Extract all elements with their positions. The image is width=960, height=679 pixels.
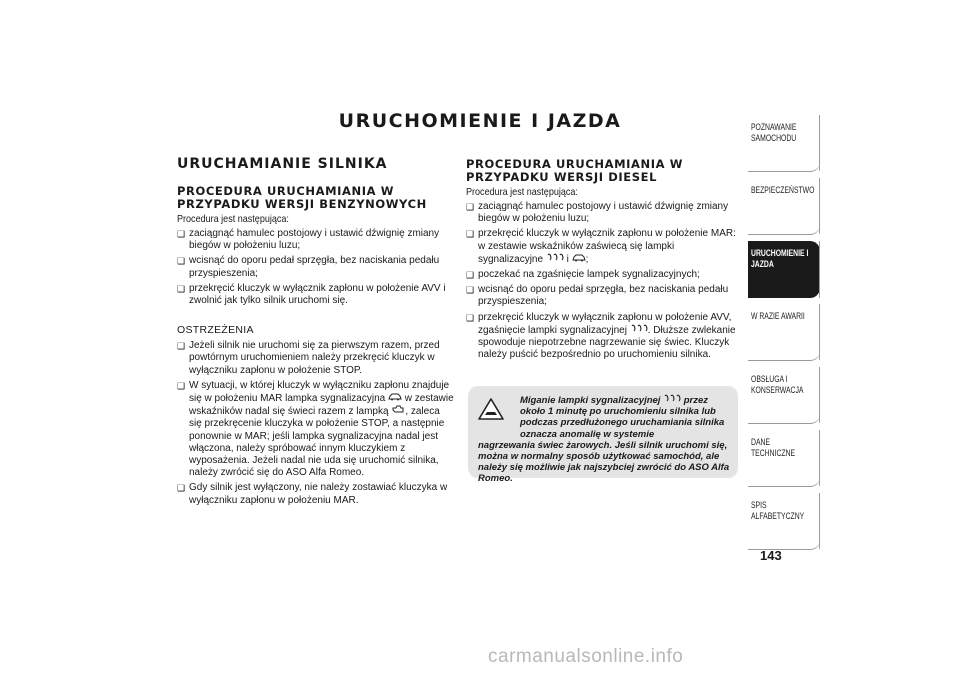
warning-text-b: w zestawie wskaźników nadal się świeci razem z lampką — [189, 393, 454, 418]
page-title: URUCHOMIENIE I JAZDA — [338, 110, 622, 132]
section-title: URUCHAMIANIE SILNIKA — [177, 156, 388, 172]
note-text — [478, 394, 732, 485]
watermark: carmanualsonline.info — [488, 646, 684, 667]
list-item — [466, 228, 741, 266]
tab-poznawanie-samochodu[interactable]: POZNAWANIE SAMOCHODU — [748, 115, 820, 172]
tab-obsluga-i-konserwacja[interactable]: OBSŁUGA I KONSERWACJA — [748, 367, 820, 424]
page-number: 143 — [760, 548, 782, 563]
note-line-c: nagrzewania świec żarowych. Jeśli silnik uruchomi się, można w normalny sposób użytkować samochód, ale należy się możliwie jak najszybciej zwrócić do ASO Alfa Romeo. — [478, 439, 730, 485]
left-column — [177, 157, 455, 510]
list-item: ❑ zaciągnąć hamulec postojowy i ustawić dźwignię zmiany biegów w położeniu luzu; — [466, 201, 741, 225]
petrol-procedure-title: PROCEDURA URUCHAMIANIA W PRZYPADKU WERSJI BENZYNOWYCH — [177, 184, 427, 211]
diesel-steps — [466, 201, 741, 361]
glow-plug-icon — [546, 253, 564, 262]
list-item: ❑ Gdy silnik jest wyłączony, nie należy zostawiać kluczyka w wyłączniku zapłonu w położeniu MAR. — [177, 482, 455, 506]
immobilizer-car-icon — [388, 392, 402, 401]
note-line-a: Miganie lampki sygnalizacyjnej — [520, 395, 661, 406]
step-text-c: ; — [585, 253, 589, 265]
list-item: ❑ wcisnąć do oporu pedał sprzęgła, bez naciskania pedału przyspieszenia; — [466, 284, 741, 308]
tab-spis-alfabetyczny[interactable]: SPIS ALFABETYCZNY — [748, 493, 820, 550]
tab-uruchomienie-i-jazda[interactable]: URUCHOMIENIE I JAZDA — [748, 241, 820, 298]
tab-bezpieczenstwo[interactable]: BEZPIECZEŃSTWO — [748, 178, 820, 235]
step-text-b: . Dłuższe zwlekanie spowoduje niepotrzebne nagrzewanie się świec. Kluczyk należy puścić bezpośrednio po uruchomieniu silnika. — [478, 324, 736, 361]
chapter-tabs — [748, 115, 820, 556]
immobilizer-car-icon — [572, 253, 586, 262]
diesel-procedure-title: PROCEDURA URUCHAMIANIA W PRZYPADKU WERSJI DIESEL — [466, 157, 684, 184]
right-column — [466, 157, 741, 364]
step-text-b: i — [566, 253, 569, 265]
list-item: ❑ poczekać na zgaśnięcie lampek sygnalizacyjnych; — [466, 269, 741, 281]
petrol-steps — [177, 228, 455, 307]
step-text-a: przekręcić kluczyk w wyłącznik zapłonu w położenie AVV, zgaśnięcie lampki sygnalizacyjnej — [478, 311, 732, 336]
list-item: ❑ wcisnąć do oporu pedał sprzęgła, bez naciskania pedału przyspieszenia; — [177, 255, 455, 279]
tab-dane-techniczne[interactable]: DANE TECHNICZNE — [748, 430, 820, 487]
warnings-list — [177, 340, 455, 507]
glow-plug-icon — [630, 324, 648, 333]
step-text-a: przekręcić kluczyk w wyłącznik zapłonu w położenie MAR: w zestawie wskaźników zaświecą się lampki sygnalizacyjne — [478, 228, 736, 265]
engine-icon — [391, 405, 405, 414]
list-item: ❑ przekręcić kluczyk w wyłącznik zapłonu w położenie AVV i zwolnić jak tylko silnik uruchomi się. — [177, 283, 455, 307]
warnings-label: OSTRZEŻENIA — [177, 324, 254, 337]
list-item: ❑ Jeżeli silnik nie uruchomi się za pierwszym razem, przed powtórnym uruchomieniem należy przekręcić kluczyk w wyłączniku zapłonu w położenie STOP. — [177, 340, 455, 377]
glow-plug-icon — [663, 394, 681, 403]
list-item: ❑ zaciągnąć hamulec postojowy i ustawić dźwignię zmiany biegów w położeniu luzu; — [177, 228, 455, 252]
warning-text-a: W sytuacji, w której kluczyk w wyłączniku zapłonu znajduje się w położeniu MAR lampka sygnalizacyjna — [189, 379, 450, 405]
warning-text-c: , zaleca się przekręcenie kluczyka w położenie STOP, a następnie ponownie w MAR; jeśli lampka sygnalizacyjna nadal jest włączona, należy spróbować innym kluczykiem z wyposażenia. Jeżeli nadal nie uda się uruchomić silnika, należy zwrócić się do ASO Alfa Romeo. — [189, 406, 445, 479]
warning-note-box — [468, 386, 738, 485]
list-item — [177, 380, 455, 480]
tab-w-razie-awarii[interactable]: W RAZIE AWARII — [748, 304, 820, 361]
list-item — [466, 312, 741, 362]
diesel-intro: Procedura jest następująca: — [466, 186, 578, 198]
note-line-b: przez około 1 minutę po uruchomieniu silnika lub podczas przedłużonego uruchamiania silnika oznacza anomalię w systemie — [520, 395, 725, 440]
petrol-intro: Procedura jest następująca: — [177, 213, 289, 225]
